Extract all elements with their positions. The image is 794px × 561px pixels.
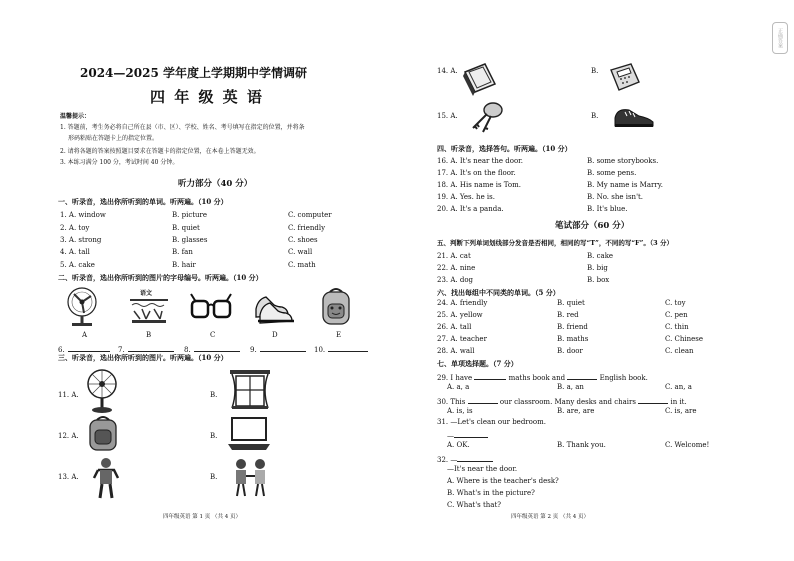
option-b: B. a, an [557,383,584,391]
page-footer: 四年级英语 第 1 页 （共 4 页） [163,514,241,520]
option-b: B. some pens. [587,169,637,177]
option-label: B. [591,112,599,120]
answer-blank[interactable] [474,372,506,380]
book-icon [459,62,499,96]
answer-blank[interactable] [457,454,493,462]
question-label: 12. A. [58,432,79,440]
option-b: B. big [587,264,608,272]
question-label: 13. A. [58,473,79,481]
option-a: 22. A. nine [437,264,476,272]
option-c: C. math [288,261,316,269]
question-29 [437,372,648,382]
option-c: C. is, are [665,407,697,415]
picture-letter: B [146,331,152,339]
option-c: C. Welcome! [665,441,710,449]
picture-letter: E [336,331,342,339]
fan-icon [62,286,102,328]
notice-line: 1. 答题前，考生务必将自己所在县（市、区）、学校、姓名、考号填写在指定的位置，并将条 [60,124,305,131]
blackboard-text: 语文 [140,290,153,297]
option-label: B. [210,391,218,399]
written-header: 笔试部分（60 分） [555,221,630,231]
option-c: C. pen [665,311,688,319]
vertical-stamp: 正确答案 [772,22,788,54]
option-a: 2. A. toy [60,224,90,232]
answer-blank[interactable] [567,372,597,380]
answer-line[interactable] [447,430,488,440]
picture-letter: D [272,331,278,339]
option-b: B. hair [172,261,196,269]
notice-heading: 温馨提示： [60,113,91,120]
option-label: B. [210,432,218,440]
shoes-icon [252,291,298,325]
option-a: 17. A. It's on the floor. [437,169,516,177]
section-6-heading: 六、找出每组中不同类的单词。（5 分） [437,288,560,297]
option-a: 23. A. dog [437,276,474,284]
option-a: 4. A. tall [60,248,90,256]
schoolbag-icon [86,414,120,454]
option-a: 28. A. wall [437,347,475,355]
boy-icon [90,456,122,500]
option-a: 20. A. It's a panda. [437,205,504,213]
option-a: 27. A. teacher [437,335,487,343]
option-b: B. some storybooks. [587,157,659,165]
option-a: 5. A. cake [60,261,95,269]
section-3-heading: 三、听录音，选出你所听到的图片。听两遍。（10 分） [58,353,228,362]
window-icon [228,368,272,412]
q29-part: maths book and [508,374,566,382]
fan-icon [84,368,120,414]
answer-blank[interactable] [314,344,368,354]
option-b: B. red [557,311,579,319]
dash: — [447,432,454,440]
option-c: C. What's that? [447,501,502,509]
option-b: B. door [557,347,583,355]
option-a: A. a, a [447,383,470,391]
q29-part: 29. I have [437,374,473,382]
question-label: 15. A. [437,112,458,120]
option-b: B. Thank you. [557,441,606,449]
option-c: C. computer [288,211,332,219]
notice-line: 形码粘贴在答题卡上的指定位置。 [68,135,159,142]
question-label: 11. A. [58,391,79,399]
option-label: B. [591,67,599,75]
listening-header: 听力部分（40 分） [178,179,253,189]
page-footer: 四年级英语 第 2 页 （共 4 页） [511,514,589,520]
option-b: B. quiet [557,299,585,307]
question-30 [437,396,687,406]
answer-blank[interactable] [468,396,498,404]
option-b: B. friend [557,323,588,331]
section-1-heading: 一、听录音，选出你所听到的单词。听两遍。（10 分） [58,197,228,206]
option-b: B. glasses [172,236,208,244]
option-b: B. are, are [557,407,595,415]
q29-part: English book. [599,374,648,382]
right-page [397,0,794,561]
blank-number: 7. [118,346,125,354]
exam-subject: 四 年 级 英 语 [150,88,264,106]
option-label: B. [210,473,218,481]
picture-letter: A [82,331,88,339]
question-31: 31. —Let's clean our bedroom. [437,418,546,426]
question-32 [437,454,493,464]
q30-part: in it. [670,398,687,406]
option-c: C. toy [665,299,686,307]
glasses-icon [188,290,234,324]
option-c: C. wall [288,248,313,256]
option-a: 24. A. friendly [437,299,488,307]
q32-prefix: 32. — [437,456,458,464]
section-7-heading: 七、单项选择题。（7 分） [437,359,518,368]
option-b: B. box [587,276,610,284]
option-a: 26. A. tall [437,323,472,331]
option-a: 16. A. It's near the door. [437,157,523,165]
option-a: 25. A. yellow [437,311,483,319]
q30-part: our classroom. Many desks and chairs [499,398,636,406]
option-a: A. Where is the teacher's desk? [447,477,559,485]
shoe-icon [611,106,657,132]
option-a: 19. A. Yes. he is. [437,193,495,201]
option-c: C. friendly [288,224,326,232]
option-a: 18. A. His name is Tom. [437,181,521,189]
option-c: C. Chinese [665,335,704,343]
section-4-heading: 四、听录音，选择答句。听两遍。（10 分） [437,144,572,153]
option-b: B. fan [172,248,193,256]
notice-line: 3. 本练习满分 100 分，考试时间 40 分钟。 [60,159,179,166]
option-c: C. clean [665,347,694,355]
question-label: 14. A. [437,67,458,75]
computer-icon [226,416,272,452]
section-5-heading: 五、判断下列单词划线部分发音是否相同，相同的写“T”，不同的写“F”。（3 分） [437,239,673,247]
option-b: B. No. she isn't. [587,193,644,201]
children-icon [230,456,272,500]
option-b: B. What's in the picture? [447,489,535,497]
blackboard-picture [128,289,170,327]
q30-part: 30. This [437,398,466,406]
option-a: 1. A. window [60,211,106,219]
option-b: B. maths [557,335,589,343]
keys-icon [467,100,507,136]
option-a: 21. A. cat [437,252,471,260]
exam-title: 2024—2025 学年度上学期期中学情调研 [80,66,307,80]
answer-blank[interactable] [250,344,306,354]
schoolbag-icon [318,286,354,328]
option-a: A. is, is [447,407,473,415]
blank-number: 6. [58,346,65,354]
option-b: B. quiet [172,224,200,232]
blank-number: 8. [184,346,191,354]
option-a: A. OK. [447,441,470,449]
option-c: C. shoes [288,236,318,244]
section-2-heading: 二、听录音，选出你所听到的图片的字母编号。听两遍。（10 分） [58,273,263,282]
option-b: B. My name is Marry. [587,181,663,189]
blank-number: 9. [250,346,257,354]
option-b: B. cake [587,252,614,260]
blank-number: 10. [314,346,326,354]
option-a: 3. A. strong [60,236,102,244]
picture-letter: C [210,331,216,339]
option-c: C. thin [665,323,689,331]
option-b: B. picture [172,211,208,219]
option-c: C. an, a [665,383,692,391]
answer-blank[interactable] [638,396,668,404]
q32-response: —It's near the door. [447,465,518,473]
calculator-icon [607,62,643,92]
notice-line: 2. 请将各题的答案按照题目要求在答题卡的指定位置，在本卷上答题无效。 [60,148,260,155]
option-b: B. It's blue. [587,205,628,213]
